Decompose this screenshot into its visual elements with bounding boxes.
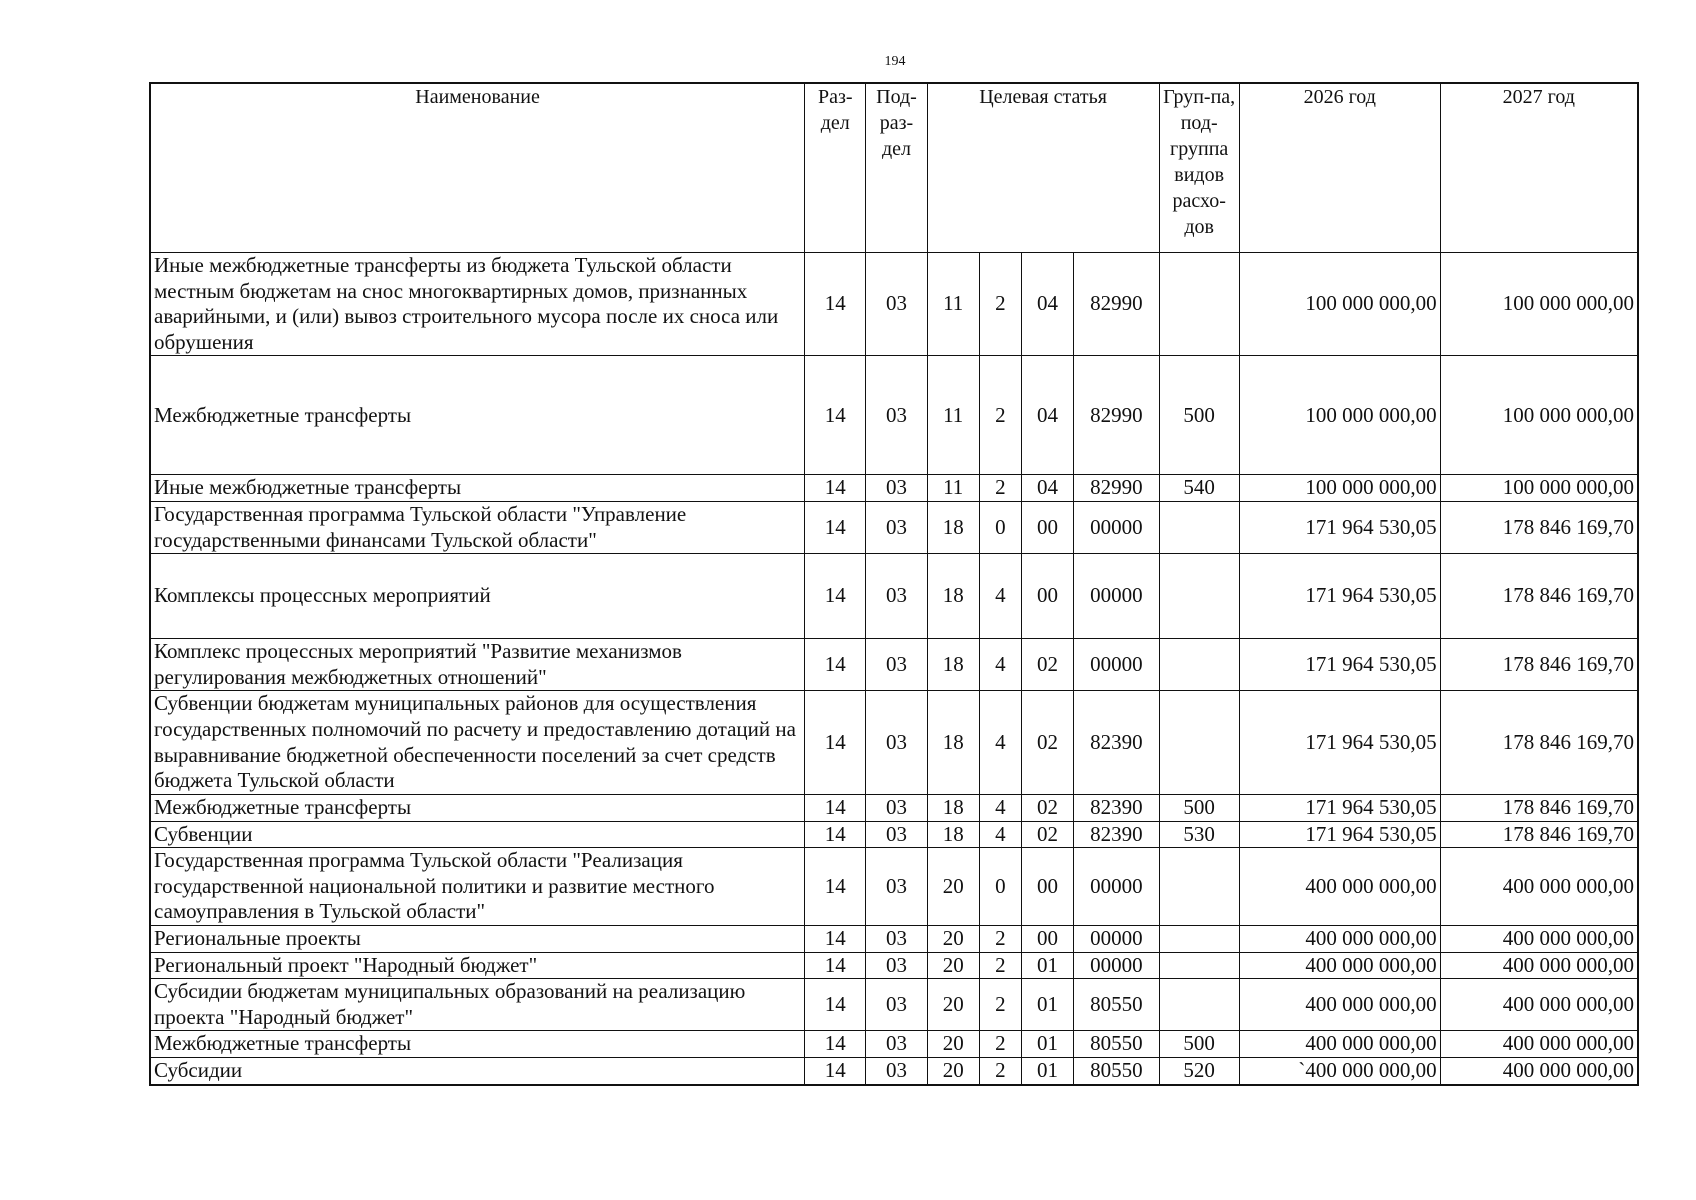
row-target-article-program: 20 [927,952,979,979]
row-amount-2026: 171 964 530,05 [1239,554,1440,639]
row-target-article-program: 18 [927,794,979,821]
table-header-row [150,83,1638,253]
row-target-article-type: 4 [979,639,1021,691]
row-target-article-type: 4 [979,554,1021,639]
row-target-article-direction: 82390 [1074,794,1159,821]
table-row [150,1031,1638,1058]
row-expense-group [1159,502,1239,554]
row-subsection: 03 [866,356,927,475]
row-name: Иные межбюджетные трансферты из бюджета Тульской области местным бюджетам на снос многоквартирных домов, признанных аварийными, и (или) вывоз строительного мусора после их сноса или обрушения [150,253,805,356]
row-expense-group [1159,952,1239,979]
row-target-article-subprogram: 02 [1021,821,1073,848]
row-section: 14 [805,691,866,794]
row-amount-2027: 400 000 000,00 [1440,1031,1638,1058]
row-amount-2027: 178 846 169,70 [1440,821,1638,848]
row-target-article-subprogram: 01 [1021,952,1073,979]
row-name: Региональные проекты [150,925,805,952]
row-amount-2027: 178 846 169,70 [1440,502,1638,554]
row-target-article-direction: 82990 [1074,253,1159,356]
row-section: 14 [805,925,866,952]
table-row [150,794,1638,821]
header-name: Наименование [150,83,805,253]
table-body [150,253,1638,1085]
row-name: Комплекс процессных мероприятий "Развитие механизмов регулирования межбюджетных отношений" [150,639,805,691]
row-expense-group: 530 [1159,821,1239,848]
row-amount-2027: 400 000 000,00 [1440,1058,1638,1085]
row-amount-2027: 400 000 000,00 [1440,979,1638,1031]
row-name: Межбюджетные трансферты [150,1031,805,1058]
row-subsection: 03 [866,794,927,821]
row-target-article-direction: 80550 [1074,1031,1159,1058]
row-target-article-program: 18 [927,554,979,639]
table-row [150,952,1638,979]
row-expense-group [1159,554,1239,639]
row-target-article-direction: 82390 [1074,821,1159,848]
header-expense-group: Груп-па, под-группа видов расхо-дов [1159,83,1239,253]
row-amount-2027: 178 846 169,70 [1440,639,1638,691]
header-subsection: Под-раз-дел [866,83,927,253]
row-subsection: 03 [866,821,927,848]
row-section: 14 [805,502,866,554]
table-row [150,356,1638,475]
row-amount-2027: 100 000 000,00 [1440,475,1638,502]
row-target-article-direction: 00000 [1074,848,1159,926]
row-target-article-program: 20 [927,979,979,1031]
row-target-article-subprogram: 02 [1021,639,1073,691]
row-section: 14 [805,821,866,848]
header-year-2026: 2026 год [1239,83,1440,253]
row-amount-2026: 100 000 000,00 [1239,356,1440,475]
row-target-article-subprogram: 00 [1021,502,1073,554]
row-subsection: 03 [866,253,927,356]
row-section: 14 [805,554,866,639]
row-target-article-subprogram: 00 [1021,554,1073,639]
row-section: 14 [805,794,866,821]
row-name: Государственная программа Тульской области "Управление государственными финансами Тульской области" [150,502,805,554]
row-target-article-program: 20 [927,1031,979,1058]
row-target-article-program: 18 [927,639,979,691]
row-amount-2026: 171 964 530,05 [1239,821,1440,848]
row-name: Региональный проект "Народный бюджет" [150,952,805,979]
row-amount-2026: 100 000 000,00 [1239,475,1440,502]
row-amount-2026: 400 000 000,00 [1239,925,1440,952]
row-expense-group [1159,848,1239,926]
row-amount-2026: 100 000 000,00 [1239,253,1440,356]
row-target-article-program: 18 [927,502,979,554]
row-expense-group: 500 [1159,794,1239,821]
row-target-article-program: 11 [927,253,979,356]
row-target-article-program: 18 [927,691,979,794]
row-section: 14 [805,639,866,691]
table-row [150,821,1638,848]
row-target-article-program: 11 [927,356,979,475]
row-target-article-type: 2 [979,1058,1021,1085]
row-amount-2026: 400 000 000,00 [1239,979,1440,1031]
row-expense-group [1159,691,1239,794]
table-row [150,848,1638,926]
row-name: Межбюджетные трансферты [150,356,805,475]
row-name: Государственная программа Тульской области "Реализация государственной национальной политики и развитие местного самоуправления в Тульской области" [150,848,805,926]
row-amount-2027: 400 000 000,00 [1440,925,1638,952]
row-amount-2027: 400 000 000,00 [1440,952,1638,979]
row-amount-2027: 178 846 169,70 [1440,794,1638,821]
row-amount-2027: 178 846 169,70 [1440,554,1638,639]
row-amount-2026: 171 964 530,05 [1239,502,1440,554]
row-target-article-subprogram: 01 [1021,1058,1073,1085]
row-target-article-direction: 80550 [1074,1058,1159,1085]
row-section: 14 [805,356,866,475]
row-subsection: 03 [866,1058,927,1085]
table-row [150,253,1638,356]
page-number: 194 [884,54,906,69]
table-row [150,1058,1638,1085]
table-row [150,502,1638,554]
row-amount-2026: 171 964 530,05 [1239,639,1440,691]
row-name: Субвенции бюджетам муниципальных районов для осуществления государственных полномочий по расчету и предоставлению дотаций на выравнивание бюджетной обеспеченности поселений за счет средств бюджета Тульской области [150,691,805,794]
row-target-article-type: 0 [979,848,1021,926]
row-target-article-direction: 82990 [1074,475,1159,502]
row-target-article-subprogram: 04 [1021,253,1073,356]
row-expense-group [1159,979,1239,1031]
row-subsection: 03 [866,639,927,691]
row-target-article-subprogram: 04 [1021,475,1073,502]
row-section: 14 [805,979,866,1031]
row-target-article-type: 2 [979,475,1021,502]
row-target-article-type: 2 [979,979,1021,1031]
row-target-article-direction: 82390 [1074,691,1159,794]
row-target-article-program: 20 [927,848,979,926]
row-amount-2026: 400 000 000,00 [1239,1031,1440,1058]
row-subsection: 03 [866,475,927,502]
table-row [150,925,1638,952]
row-name: Субвенции [150,821,805,848]
row-target-article-subprogram: 02 [1021,691,1073,794]
row-target-article-program: 11 [927,475,979,502]
row-section: 14 [805,475,866,502]
row-section: 14 [805,952,866,979]
row-amount-2026: 400 000 000,00 [1239,848,1440,926]
row-target-article-direction: 00000 [1074,502,1159,554]
row-target-article-direction: 00000 [1074,639,1159,691]
row-target-article-type: 4 [979,691,1021,794]
row-target-article-subprogram: 04 [1021,356,1073,475]
row-target-article-subprogram: 02 [1021,794,1073,821]
row-target-article-type: 2 [979,356,1021,475]
row-target-article-direction: 80550 [1074,979,1159,1031]
table-row [150,475,1638,502]
row-name: Субсидии [150,1058,805,1085]
header-section: Раз-дел [805,83,866,253]
row-target-article-type: 0 [979,502,1021,554]
row-amount-2026: `400 000 000,00 [1239,1058,1440,1085]
row-name: Иные межбюджетные трансферты [150,475,805,502]
row-target-article-type: 4 [979,794,1021,821]
row-subsection: 03 [866,554,927,639]
table-row [150,691,1638,794]
header-target-article: Целевая статья [927,83,1159,253]
row-subsection: 03 [866,691,927,794]
row-target-article-direction: 00000 [1074,952,1159,979]
row-amount-2027: 100 000 000,00 [1440,356,1638,475]
row-target-article-type: 2 [979,952,1021,979]
row-section: 14 [805,848,866,926]
row-name: Субсидии бюджетам муниципальных образований на реализацию проекта "Народный бюджет" [150,979,805,1031]
row-expense-group [1159,925,1239,952]
row-expense-group: 520 [1159,1058,1239,1085]
row-name: Межбюджетные трансферты [150,794,805,821]
row-name: Комплексы процессных мероприятий [150,554,805,639]
row-target-article-type: 4 [979,821,1021,848]
row-amount-2026: 171 964 530,05 [1239,691,1440,794]
row-amount-2027: 178 846 169,70 [1440,691,1638,794]
row-amount-2027: 400 000 000,00 [1440,848,1638,926]
row-subsection: 03 [866,952,927,979]
table-row [150,554,1638,639]
row-target-article-type: 2 [979,925,1021,952]
row-section: 14 [805,253,866,356]
row-expense-group: 500 [1159,356,1239,475]
row-target-article-direction: 82990 [1074,356,1159,475]
row-amount-2026: 400 000 000,00 [1239,952,1440,979]
row-amount-2026: 171 964 530,05 [1239,794,1440,821]
row-amount-2027: 100 000 000,00 [1440,253,1638,356]
table-row [150,979,1638,1031]
row-target-article-program: 20 [927,1058,979,1085]
row-target-article-subprogram: 00 [1021,925,1073,952]
row-expense-group: 540 [1159,475,1239,502]
row-target-article-subprogram: 01 [1021,1031,1073,1058]
table-row [150,639,1638,691]
row-target-article-program: 20 [927,925,979,952]
header-year-2027: 2027 год [1440,83,1638,253]
row-subsection: 03 [866,1031,927,1058]
row-expense-group [1159,639,1239,691]
row-target-article-subprogram: 01 [1021,979,1073,1031]
row-section: 14 [805,1058,866,1085]
row-expense-group: 500 [1159,1031,1239,1058]
row-target-article-type: 2 [979,253,1021,356]
row-subsection: 03 [866,979,927,1031]
row-subsection: 03 [866,925,927,952]
row-section: 14 [805,1031,866,1058]
row-target-article-direction: 00000 [1074,554,1159,639]
row-target-article-subprogram: 00 [1021,848,1073,926]
row-expense-group [1159,253,1239,356]
row-target-article-type: 2 [979,1031,1021,1058]
row-target-article-direction: 00000 [1074,925,1159,952]
row-subsection: 03 [866,848,927,926]
budget-table [149,82,1639,1086]
row-target-article-program: 18 [927,821,979,848]
row-subsection: 03 [866,502,927,554]
